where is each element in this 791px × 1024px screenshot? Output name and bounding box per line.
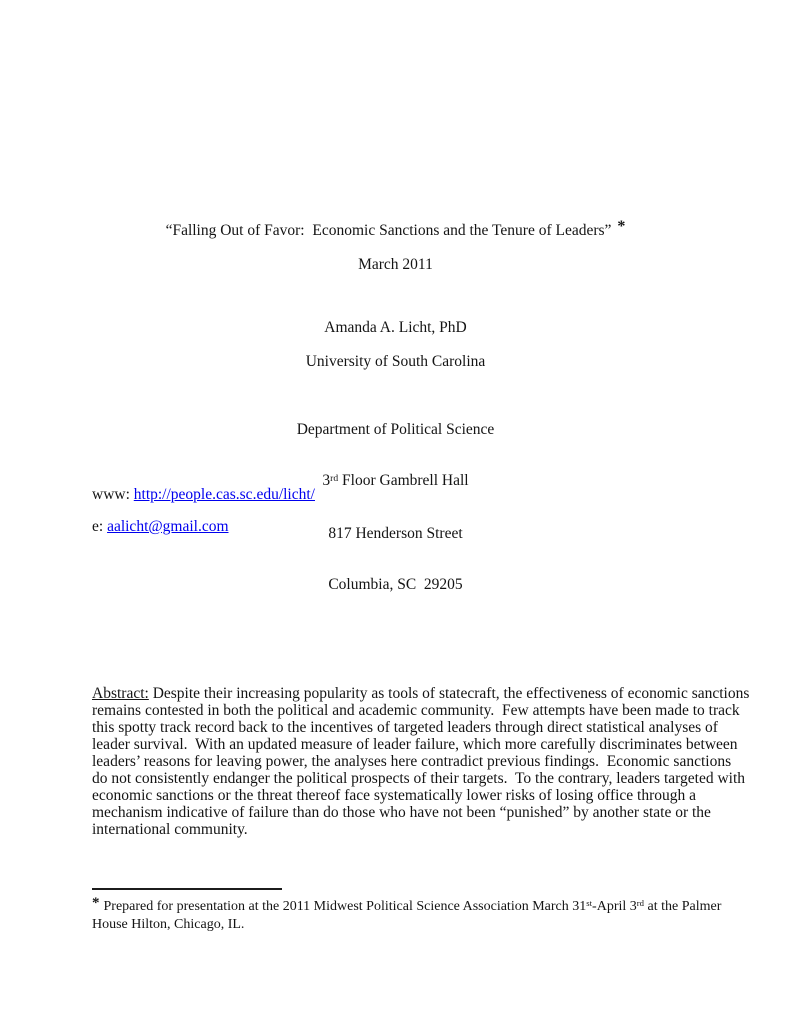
abstract-line: do not consistently endanger the political prospects of their targets. To the contrary, leaders targeted with	[92, 770, 746, 787]
footnote-text-part: at the Palmer	[644, 899, 722, 914]
author-name: Amanda A. Licht, PhD	[324, 319, 467, 336]
abstract-label: Abstract:	[92, 685, 149, 702]
abstract-line: leader survival. With an updated measure of leader failure, which more carefully discriminates between	[92, 736, 738, 753]
abstract-line: remains contested in both the political and academic community. Few attempts have been made to track	[92, 702, 740, 719]
footnote	[92, 897, 722, 934]
paper-title	[0, 218, 791, 239]
abstract	[92, 685, 750, 838]
abstract-text: Despite their increasing popularity as tools of statecraft, the effectiveness of economic sanctions	[148, 685, 750, 702]
address-street: 817 Henderson Street	[328, 525, 463, 542]
abstract-line: economic sanctions or the threat thereof face systematically lower risks of losing office through a	[92, 787, 697, 804]
abstract-line: leaders’ reasons for leaving power, the analyses here contradict previous findings. Economic sanctions	[92, 753, 732, 770]
footnote-text-part: Prepared for presentation at the 2011 Midwest Political Science Association March 31	[103, 899, 587, 914]
website-row	[92, 486, 315, 503]
footnote-line	[92, 897, 722, 916]
author-affiliation: University of South Carolina	[305, 353, 486, 370]
footnote-separator	[92, 888, 282, 890]
floor-number: 3	[322, 472, 331, 489]
email-row	[92, 518, 229, 535]
abstract-line: international community.	[92, 821, 248, 838]
ordinal-suffix: rd	[636, 898, 644, 909]
floor-rest: Floor Gambrell Hall	[338, 472, 469, 489]
title-footnote-symbol: *	[617, 218, 626, 235]
department-name: Department of Political Science	[296, 421, 495, 438]
abstract-line	[92, 685, 750, 702]
email-label: e:	[92, 518, 108, 535]
abstract-line: this spotty track record back to the incentives of targeted leaders through direct statistical analyses of	[92, 719, 718, 736]
abstract-line: mechanism indicative of failure than do those who have not been “punished” by another state or the	[92, 804, 711, 821]
footnote-line: House Hilton, Chicago, IL.	[92, 917, 245, 932]
email-link[interactable]: aalicht@gmail.com	[107, 518, 229, 535]
ordinal-suffix: rd	[330, 472, 339, 484]
website-label: www:	[92, 486, 134, 503]
address-city: Columbia, SC 29205	[328, 576, 463, 593]
author-address-block	[0, 387, 791, 627]
footnote-marker: *	[92, 895, 100, 911]
paper-date: March 2011	[358, 256, 433, 273]
footnote-text-part: -April 3	[592, 899, 637, 914]
website-link[interactable]: http://people.cas.sc.edu/licht/	[133, 486, 315, 503]
paper-title-text: “Falling Out of Favor: Economic Sanctions and the Tenure of Leaders”	[165, 222, 612, 239]
ordinal-suffix: st	[586, 898, 593, 909]
